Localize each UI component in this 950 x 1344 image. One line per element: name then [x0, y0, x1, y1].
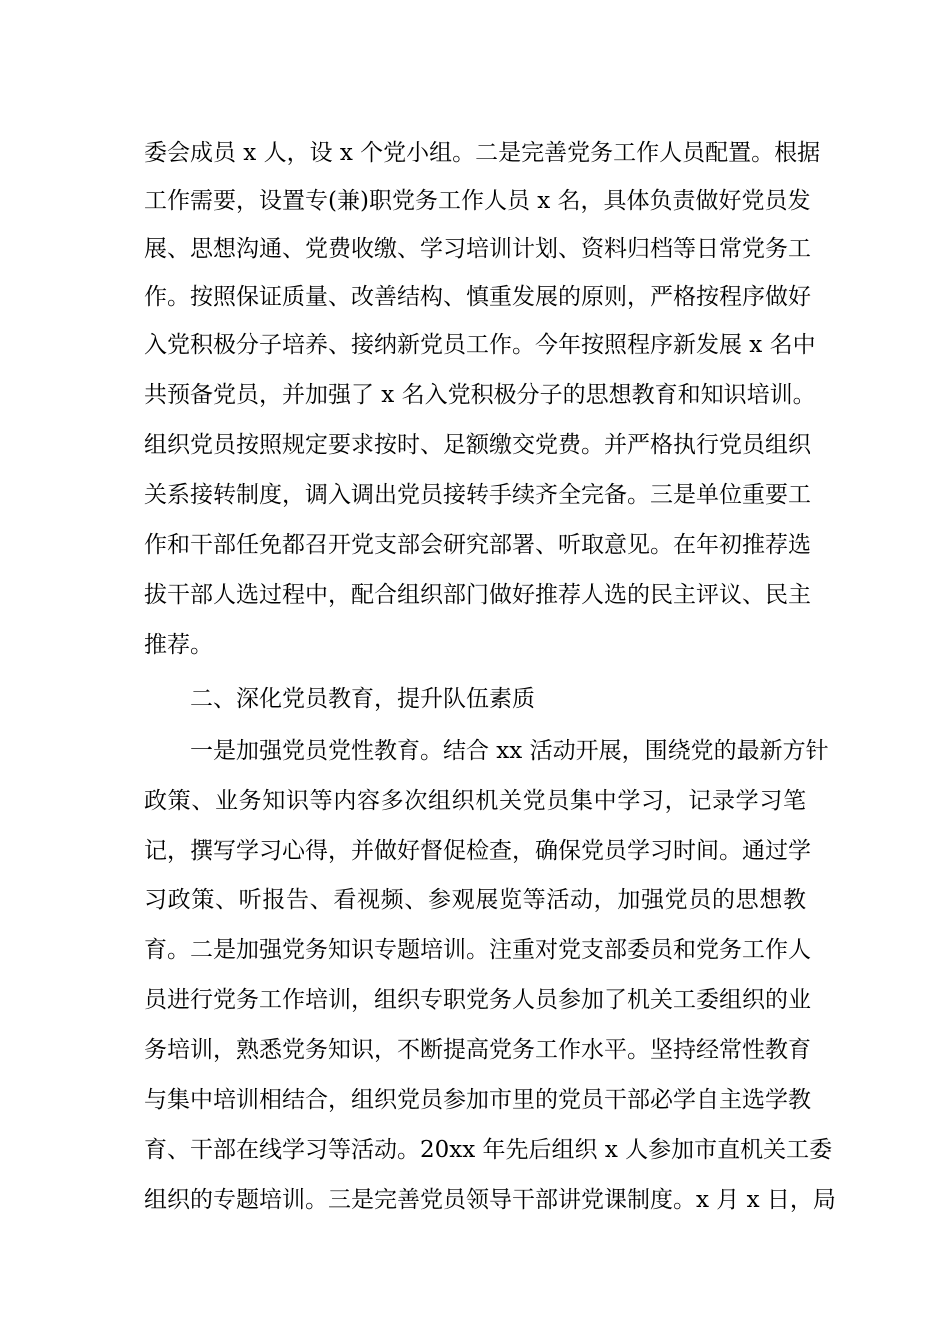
- section-heading: 二、深化党员教育，提升队伍素质: [190, 686, 535, 712]
- paragraph-line: 育。二是加强党务知识专题培训。注重对党支部委员和党务工作人: [144, 937, 811, 963]
- paragraph-line: 作。按照保证质量、改善结构、慎重发展的原则，严格按程序做好: [144, 284, 811, 310]
- paragraph-line: 入党积极分子培养、接纳新党员工作。今年按照程序新发展 x 名中: [144, 332, 816, 358]
- paragraph-line: 关系接转制度，调入调出党员接转手续齐全完备。三是单位重要工: [144, 482, 811, 508]
- paragraph-line: 务培训，熟悉党务知识，不断提高党务工作水平。坚持经常性教育: [144, 1037, 811, 1063]
- paragraph-line-end: 推荐。: [144, 632, 213, 658]
- paragraph-line: 记，撰写学习心得，并做好督促检查，确保党员学习时间。通过学: [144, 838, 811, 864]
- paragraph-line: 育、干部在线学习等活动。20xx 年先后组织 x 人参加市直机关工委: [144, 1137, 833, 1163]
- paragraph-line: 与集中培训相结合，组织党员参加市里的党员干部必学自主选学教: [144, 1087, 811, 1113]
- paragraph-line: 展、思想沟通、党费收缴、学习培训计划、资料归档等日常党务工: [144, 236, 811, 262]
- paragraph-line: 组织的专题培训。三是完善党员领导干部讲党课制度。x 月 x 日，局: [144, 1187, 836, 1213]
- paragraph-line: 组织党员按照规定要求按时、足额缴交党费。并严格执行党员组织: [144, 432, 811, 458]
- paragraph-line: 共预备党员，并加强了 x 名入党积极分子的思想教育和知识培训。: [144, 382, 816, 408]
- paragraph-first-line: 一是加强党员党性教育。结合 xx 活动开展，围绕党的最新方针: [190, 738, 829, 764]
- paragraph-line: 政策、业务知识等内容多次组织机关党员集中学习，记录学习笔: [144, 788, 806, 814]
- paragraph-line: 习政策、听报告、看视频、参观展览等活动，加强党员的思想教: [144, 887, 806, 913]
- paragraph-line: 委会成员 x 人，设 x 个党小组。二是完善党务工作人员配置。根据: [144, 140, 821, 166]
- paragraph-line: 工作需要，设置专(兼)职党务工作人员 x 名，具体负责做好党员发: [144, 188, 811, 214]
- paragraph-line: 拔干部人选过程中，配合组织部门做好推荐人选的民主评议、民主: [144, 582, 811, 608]
- paragraph-line: 员进行党务工作培训，组织专职党务人员参加了机关工委组织的业: [144, 987, 811, 1013]
- paragraph-line: 作和干部任免都召开党支部会研究部署、听取意见。在年初推荐选: [144, 532, 811, 558]
